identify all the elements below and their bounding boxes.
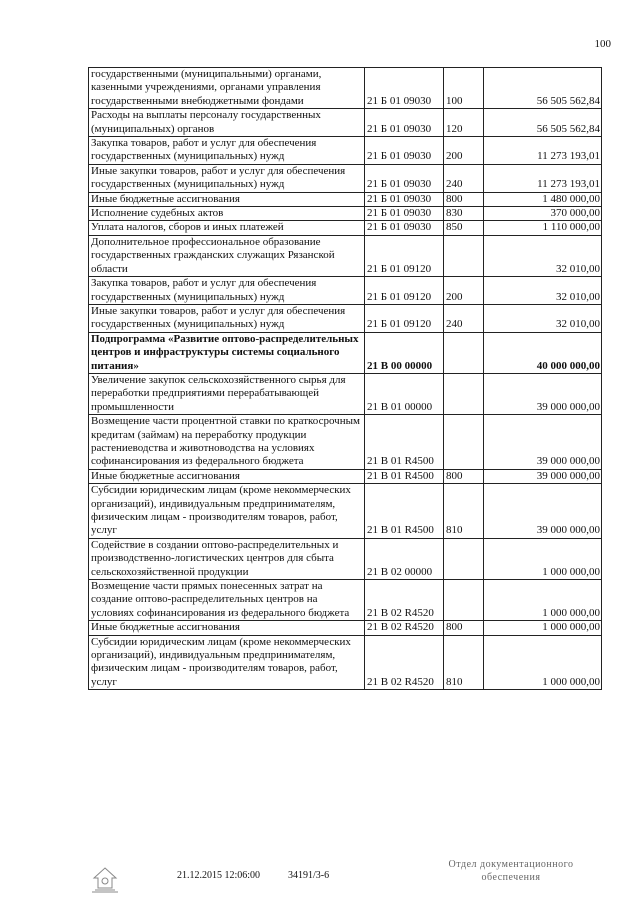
name-cell: государственными (муниципальными) органами, казенными учреждениями, органами управления государственными внебюджетными фондами bbox=[89, 68, 365, 109]
sum-cell: 39 000 000,00 bbox=[484, 469, 602, 483]
code-cell: 21 Б 01 09120 bbox=[365, 235, 444, 276]
name-cell: Содействие в создании оптово-распределительных и производственно-логистических центров для сбыта сельскохозяйственной продукции bbox=[89, 538, 365, 579]
sum-cell: 56 505 562,84 bbox=[484, 68, 602, 109]
vr-cell: 800 bbox=[444, 621, 484, 635]
code-cell: 21 Б 01 09030 bbox=[365, 164, 444, 192]
name-cell: Закупка товаров, работ и услуг для обеспечения государственных (муниципальных) нужд bbox=[89, 137, 365, 165]
table-row bbox=[89, 68, 602, 109]
vr-cell: 100 bbox=[444, 68, 484, 109]
footer-doc-number: 34191/3-6 bbox=[288, 870, 330, 881]
sum-cell: 11 273 193,01 bbox=[484, 164, 602, 192]
sum-cell: 40 000 000,00 bbox=[484, 332, 602, 373]
table-row bbox=[89, 235, 602, 276]
stamp-line-1: Отдел документационного bbox=[448, 859, 574, 870]
name-cell: Иные закупки товаров, работ и услуг для обеспечения государственных (муниципальных) нужд bbox=[89, 304, 365, 332]
name-cell: Подпрограмма «Развитие оптово-распределительных центров и инфраструктуры системы социального питания» bbox=[89, 332, 365, 373]
table-row bbox=[89, 109, 602, 137]
code-cell: 21 Б 01 09030 bbox=[365, 221, 444, 235]
vr-cell bbox=[444, 373, 484, 414]
table-row bbox=[89, 635, 602, 690]
table-row bbox=[89, 164, 602, 192]
code-cell: 21 В 01 R4500 bbox=[365, 484, 444, 539]
vr-cell bbox=[444, 415, 484, 470]
name-cell: Возмещение части прямых понесенных затрат на создание оптово-распределительных центров на условиях софинансирования из федерального бюджета bbox=[89, 580, 365, 621]
sum-cell: 1 000 000,00 bbox=[484, 621, 602, 635]
vr-cell: 800 bbox=[444, 192, 484, 206]
name-cell: Увеличение закупок сельскохозяйственного сырья для переработки предприятиями перерабатывающей промышленности bbox=[89, 373, 365, 414]
table-row bbox=[89, 621, 602, 635]
name-cell: Расходы на выплаты персоналу государственных (муниципальных) органов bbox=[89, 109, 365, 137]
sum-cell: 32 010,00 bbox=[484, 304, 602, 332]
vr-cell: 240 bbox=[444, 304, 484, 332]
table-row bbox=[89, 277, 602, 305]
code-cell: 21 В 00 00000 bbox=[365, 332, 444, 373]
table-row bbox=[89, 415, 602, 470]
stamp-line-2: обеспечения bbox=[481, 872, 541, 883]
table-row bbox=[89, 373, 602, 414]
vr-cell bbox=[444, 235, 484, 276]
table-row bbox=[89, 137, 602, 165]
table-row bbox=[89, 207, 602, 221]
name-cell: Дополнительное профессиональное образование государственных гражданских служащих Рязанской области bbox=[89, 235, 365, 276]
name-cell: Исполнение судебных актов bbox=[89, 207, 365, 221]
vr-cell bbox=[444, 580, 484, 621]
sum-cell: 32 010,00 bbox=[484, 277, 602, 305]
budget-table-body bbox=[89, 68, 602, 690]
vr-cell: 200 bbox=[444, 277, 484, 305]
code-cell: 21 В 01 00000 bbox=[365, 373, 444, 414]
table-row bbox=[89, 469, 602, 483]
emblem-icon bbox=[88, 866, 122, 896]
table-row bbox=[89, 304, 602, 332]
name-cell: Субсидии юридическим лицам (кроме некоммерческих организаций), индивидуальным предпринимателям, физическим лицам - производителям товаров, работ, услуг bbox=[89, 484, 365, 539]
code-cell: 21 Б 01 09030 bbox=[365, 137, 444, 165]
sum-cell: 1 000 000,00 bbox=[484, 580, 602, 621]
code-cell: 21 В 02 R4520 bbox=[365, 635, 444, 690]
name-cell: Иные бюджетные ассигнования bbox=[89, 621, 365, 635]
sum-cell: 1 480 000,00 bbox=[484, 192, 602, 206]
code-cell: 21 Б 01 09030 bbox=[365, 192, 444, 206]
table-row bbox=[89, 538, 602, 579]
sum-cell: 1 000 000,00 bbox=[484, 635, 602, 690]
name-cell: Иные бюджетные ассигнования bbox=[89, 192, 365, 206]
name-cell: Иные закупки товаров, работ и услуг для обеспечения государственных (муниципальных) нужд bbox=[89, 164, 365, 192]
vr-cell: 120 bbox=[444, 109, 484, 137]
vr-cell: 810 bbox=[444, 484, 484, 539]
vr-cell: 240 bbox=[444, 164, 484, 192]
vr-cell bbox=[444, 332, 484, 373]
name-cell: Иные бюджетные ассигнования bbox=[89, 469, 365, 483]
vr-cell: 200 bbox=[444, 137, 484, 165]
table-row bbox=[89, 221, 602, 235]
table-row bbox=[89, 192, 602, 206]
table-row bbox=[89, 332, 602, 373]
name-cell: Уплата налогов, сборов и иных платежей bbox=[89, 221, 365, 235]
department-stamp bbox=[436, 858, 586, 884]
table-row bbox=[89, 580, 602, 621]
footer-datetime: 21.12.2015 12:06:00 bbox=[177, 870, 261, 881]
code-cell: 21 В 01 R4500 bbox=[365, 469, 444, 483]
code-cell: 21 Б 01 09120 bbox=[365, 304, 444, 332]
sum-cell: 1 000 000,00 bbox=[484, 538, 602, 579]
name-cell: Закупка товаров, работ и услуг для обеспечения государственных (муниципальных) нужд bbox=[89, 277, 365, 305]
code-cell: 21 В 01 R4500 bbox=[365, 415, 444, 470]
name-cell: Субсидии юридическим лицам (кроме некоммерческих организаций), индивидуальным предпринимателям, физическим лицам - производителям товаров, работ, услуг bbox=[89, 635, 365, 690]
vr-cell: 800 bbox=[444, 469, 484, 483]
code-cell: 21 В 02 R4520 bbox=[365, 580, 444, 621]
sum-cell: 370 000,00 bbox=[484, 207, 602, 221]
sum-cell: 39 000 000,00 bbox=[484, 484, 602, 539]
vr-cell: 830 bbox=[444, 207, 484, 221]
sum-cell: 11 273 193,01 bbox=[484, 137, 602, 165]
code-cell: 21 Б 01 09120 bbox=[365, 277, 444, 305]
vr-cell bbox=[444, 538, 484, 579]
code-cell: 21 В 02 00000 bbox=[365, 538, 444, 579]
vr-cell: 810 bbox=[444, 635, 484, 690]
page-number: 100 bbox=[594, 38, 611, 50]
sum-cell: 1 110 000,00 bbox=[484, 221, 602, 235]
code-cell: 21 Б 01 09030 bbox=[365, 109, 444, 137]
sum-cell: 32 010,00 bbox=[484, 235, 602, 276]
sum-cell: 39 000 000,00 bbox=[484, 373, 602, 414]
code-cell: 21 Б 01 09030 bbox=[365, 207, 444, 221]
code-cell: 21 В 02 R4520 bbox=[365, 621, 444, 635]
budget-table bbox=[88, 67, 602, 690]
sum-cell: 39 000 000,00 bbox=[484, 415, 602, 470]
code-cell: 21 Б 01 09030 bbox=[365, 68, 444, 109]
sum-cell: 56 505 562,84 bbox=[484, 109, 602, 137]
name-cell: Возмещение части процентной ставки по краткосрочным кредитам (займам) на переработку продукции растениеводства и животноводства на условиях софинансирования из федерального бюджета bbox=[89, 415, 365, 470]
table-row bbox=[89, 484, 602, 539]
vr-cell: 850 bbox=[444, 221, 484, 235]
